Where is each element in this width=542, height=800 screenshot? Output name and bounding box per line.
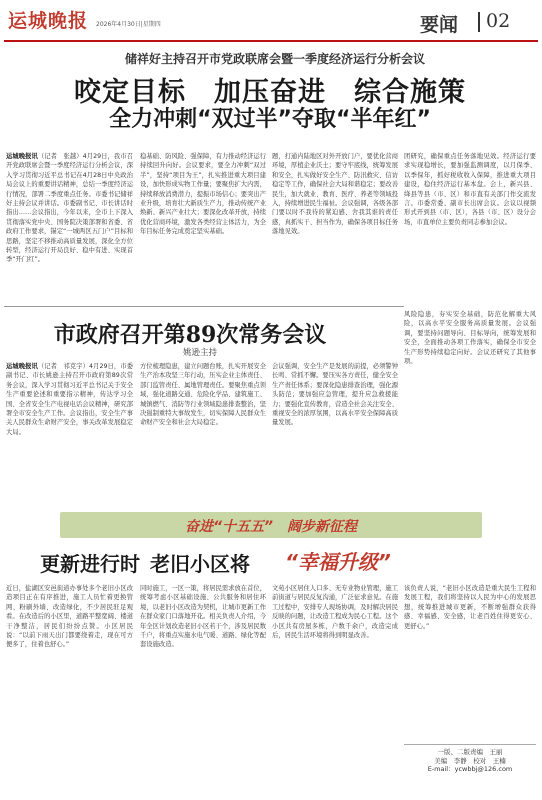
section-title: 要闻 [420, 14, 459, 36]
section-divider [478, 12, 480, 32]
story1-byline: 运城晚报讯 [6, 153, 38, 160]
feature-column-4: 该负责人说，“老旧小区改造是重大民生工程和发展工程，我们将坚持以人民为中心的发展思想，统筹推进城市更新，不断增强群众获得感、幸福感、安全感，让老百姓住得更安心、更舒心。” [404, 585, 536, 630]
feature-banner-text: 奋进“十五五” 阔步新征程 [184, 519, 358, 535]
story2-byline: 运城晚报讯 [6, 363, 38, 370]
story2-subline: 姚逊主持 [182, 348, 217, 358]
feature-headline-highlight: “幸福升级” [285, 550, 391, 574]
story2-column-3: 会议强调，安全生产是发展的前提，必须警钟长鸣、常抓不懈。要压实各方责任，健全安全生产责任体系；要深化隐患排查治理，强化源头防范；要加强应急管理，提升应急救援能力；要强化宣传教育，营造全社会关注安全、重视安全的浓厚氛围，以高水平安全保障高质量发展。 [272, 363, 398, 427]
story1-column-1 [6, 152, 133, 302]
story1-headline-line1: 咬定目标 加压奋进 综合施策 [74, 77, 466, 108]
story2-column-4: 风险隐患，夯实安全基础，防范化解重大风险，以高水平安全服务高质量发展。会议强调，要坚持问题导向、目标导向，统筹发展和安全，全面推动各项工作落实，确保全市安全生产形势持续稳定向好。会议还研究了其他事项。 [404, 311, 536, 366]
editor-credits [404, 744, 536, 774]
page-number: 02 [486, 10, 511, 32]
feature-column-1: 近日，盐湖区安邑街道办事处多个老旧小区改造项目正在有序推进，施工人员忙着更换管网、粉刷外墙、改造绿化，不少居民驻足观看。在改造后的小区里，道路平整宽阔、楼道干净整洁，居民们纷纷点赞。小区居民说：“以前下雨天出门都要绕着走，现在可方便多了，住着也舒心。” [6, 585, 133, 649]
story1-kicker: 储祥好主持召开市党政联席会暨一季度经济运行分析会议 [124, 52, 425, 66]
masthead-rule [4, 40, 538, 42]
editor-line-1: 一版、二版责编 王丽 [437, 748, 503, 756]
story1-column-4: 团研究，确保重点任务落地见效。经济运行要求实现稳增长，要加强监测调度，以月保季、以季保年，抓好税收收入保障，推进重大项目建设，稳住经济运行基本盘。会上，新兴县、绛县等县（市、区）和市直有关部门作交流发言。市委常委、副市长出席会议。会议以视频形式开到县（市、区），各县（市、区）设分会场，市直单位主要负责同志参加会议。 [404, 153, 536, 226]
story1-column-2: 稳基础、防风险、强保障，有力推动经济运行持续回升向好。会议要求，要全力冲刺“双过半”，坚持“项目为王”，扎实推进重大项目建设，加快形成实物工作量；要聚焦扩大内需，持续释放消费潜力，提振市场信心；要突出产业升级，培育壮大新质生产力，推动传统产业焕新、新兴产业壮大；要深化改革开放，持续优化营商环境，激发各类经营主体活力，为全年目标任务完成奠定坚实基础。 [140, 153, 266, 236]
feature-headline-part1: 更新进行时 [40, 552, 140, 576]
newspaper-logo: 运城晚报 [8, 10, 89, 32]
feature-headline-part2: 老旧小区将 [150, 552, 250, 576]
story2-headline: 市政府召开第89次常务会议 [53, 322, 327, 348]
story1-column-3: 题，打通内陆地区对外开放门户，要优化营商环境，厚植企业沃土；要守牢底线，统筹发展和安全，扎实做好安全生产、防汛救灾、信访稳定等工作，确保社会大局和谐稳定；要改善民生，加大就业、教育、医疗、养老等领域投入，持续增进民生福祉。会议强调，各级各部门要以时不我待的紧迫感、舍我其谁的责任感，真抓实干、担当作为，确保各项目标任务落地见效。 [272, 153, 398, 236]
feature-column-2: 同时施工，一区一策，将居民需求放在首位，统筹考虑小区基础设施、公共服务和居住环境，以老旧小区改造为契机，让城市更新工作在群众家门口落地开花。相关负责人介绍，今年全区计划改造老旧小区若干个，涉及居民数千户，将重点实施水电气暖、道路、绿化等配套设施改造。 [140, 585, 266, 649]
story2-column-1 [6, 362, 133, 500]
story1-text-1: （记者 张越）4月29日，我市召开党政联席会暨一季度经济运行分析会议，深入学习贯彻习近平总书记在4月28日中央政治局会议上的重要讲话精神，总结一季度经济运行情况，部署二季度重点任务。市委书记储祥好主持会议并讲话。市委副书记、市长讲话时指出……会议指出，今年以来，全市上下深入贯彻落实党中央、国务院决策部署和省委、省政府工作要求，锚定“一城两区五门户”目标和思路，坚定不移推动高质量发展，深化全方位转型，经济运行开局良好、稳中有进、实现首季“开门红”。 [6, 153, 133, 264]
feature-column-3: 文苑小区居住人口多、无专业物业管理，施工前街道与居民反复沟通，广泛征求意见。在施工过程中，安排专人现场协调，及时解决居民反映的问题，让改造工程成为民心工程。这个小区共有房屋多栋，户数千余户，改造完成后，居民生活环境将得到明显改善。 [272, 585, 398, 640]
issue-date: 2026年4月30日|星期四 [96, 21, 161, 28]
editor-email: E-mail：ycwbbj@126.com [427, 765, 513, 774]
story2-text-1: （记者 祁克宇）4月29日，市委副书记、市长姚逊主持召开市政府第89次常务会议，深入学习贯彻习近平总书记关于安全生产重要论述和重要指示精神，传达学习全国、全省安全生产电视电话会议精神，研究部署全市安全生产工作。会议指出，安全生产事关人民群众生命财产安全，事关改革发展稳定大局。 [6, 363, 133, 436]
section-rule [4, 306, 404, 307]
story2-column-2: 方位梳理隐患，建立问题台账，扎实开展安全生产治本攻坚三年行动，压实企业主体责任、部门监管责任、属地管理责任。要聚焦重点领域，强化道路交通、危险化学品、建筑施工、城镇燃气、消防等行业领域隐患排查整治，坚决遏制重特大事故发生，切实保障人民群众生命财产安全和社会大局稳定。 [140, 363, 266, 427]
editor-line-2: 美编 李静 校对 王楠 [434, 756, 506, 765]
story1-headline-line2: 全力冲刺“双过半”夺取“半年红” [109, 107, 431, 132]
